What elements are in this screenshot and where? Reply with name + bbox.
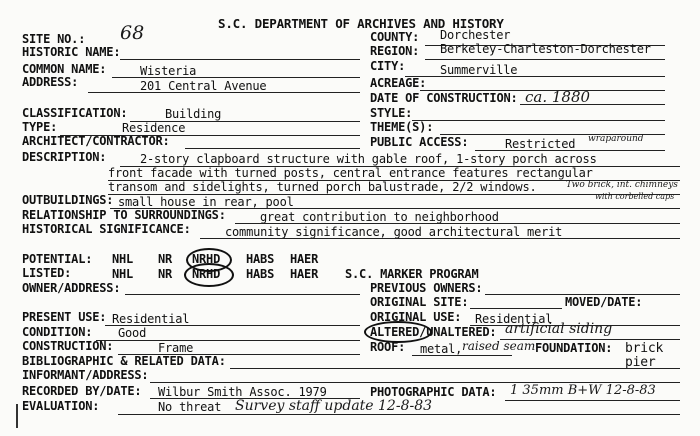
historic-name-label: HISTORIC NAME: bbox=[22, 45, 121, 59]
address-underline bbox=[88, 92, 360, 93]
foundation-value: brick bbox=[625, 341, 664, 356]
listed-label: LISTED: bbox=[22, 266, 72, 280]
original-use-label: ORIGINAL USE: bbox=[370, 310, 462, 324]
relationship-underline bbox=[235, 223, 680, 224]
region-label: REGION: bbox=[370, 44, 420, 58]
date-of-construction-label: DATE OF CONSTRUCTION: bbox=[370, 91, 518, 105]
listed-nrhd: NRHD bbox=[192, 267, 221, 281]
potential-haer: HAER bbox=[290, 252, 319, 266]
architect-underline bbox=[185, 148, 360, 149]
foundation-value-2: pier bbox=[625, 355, 656, 370]
roof-underline bbox=[412, 355, 512, 356]
historical-significance-underline bbox=[200, 238, 680, 239]
potential-nhl: NHL bbox=[112, 252, 134, 266]
original-site-underline bbox=[470, 308, 562, 309]
region-underline bbox=[425, 59, 665, 60]
public-access-underline bbox=[475, 150, 665, 151]
chimneys-note-2: with corbelled caps bbox=[595, 192, 675, 201]
style-label: STYLE: bbox=[370, 106, 413, 120]
present-use-value: Residential bbox=[112, 312, 190, 326]
potential-habs: HABS bbox=[246, 252, 275, 266]
marker-program-label: S.C. MARKER PROGRAM bbox=[345, 267, 479, 281]
common-name-value: Wisteria bbox=[140, 64, 197, 78]
public-access-value: Restricted bbox=[505, 137, 576, 151]
architect-label: ARCHITECT/CONTRACTOR: bbox=[22, 134, 170, 148]
owner-underline bbox=[125, 294, 360, 295]
recorded-by-value: Wilbur Smith Assoc. 1979 bbox=[158, 385, 327, 399]
listed-nhl: NHL bbox=[112, 267, 134, 281]
description-label: DESCRIPTION: bbox=[22, 150, 107, 164]
public-access-label: PUBLIC ACCESS: bbox=[370, 135, 469, 149]
date-of-construction-handwritten: ca. 1880 bbox=[525, 88, 591, 106]
common-name-label: COMMON NAME: bbox=[22, 62, 107, 76]
common-name-underline bbox=[112, 77, 360, 78]
bibliographic-label: BIBLIOGRAPHIC & RELATED DATA: bbox=[22, 354, 226, 368]
condition-underline bbox=[96, 340, 360, 341]
evaluation-label: EVALUATION: bbox=[22, 399, 100, 413]
relationship-label: RELATIONSHIP TO SURROUNDINGS: bbox=[22, 208, 226, 222]
bibliographic-underline bbox=[230, 368, 680, 369]
historic-name-underline bbox=[120, 59, 360, 60]
altered-handwritten: artificial siding bbox=[505, 321, 613, 337]
site-no-label: SITE NO.: bbox=[22, 32, 86, 46]
potential-nr: NR bbox=[158, 252, 173, 266]
condition-label: CONDITION: bbox=[22, 325, 93, 339]
construction-label: CONSTRUCTION: bbox=[22, 339, 114, 353]
city-label: CITY: bbox=[370, 59, 406, 73]
classification-label: CLASSIFICATION: bbox=[22, 106, 128, 120]
address-label: ADDRESS: bbox=[22, 75, 79, 89]
acreage-label: ACREAGE: bbox=[370, 76, 427, 90]
roof-value: metal, bbox=[420, 342, 463, 356]
altered-unaltered-label: ALTERED/UNALTERED: bbox=[370, 325, 497, 339]
evaluation-underline bbox=[118, 414, 680, 415]
photographic-handwritten: 1 35mm B+W 12-8-83 bbox=[510, 383, 656, 398]
outbuildings-label: OUTBUILDINGS: bbox=[22, 193, 114, 207]
previous-owners-label: PREVIOUS OWNERS: bbox=[370, 281, 483, 295]
date-underline bbox=[520, 104, 665, 105]
description-line-1: 2-story clapboard structure with gable roof, 1-story porch across bbox=[140, 152, 597, 166]
classification-value: Building bbox=[165, 107, 222, 121]
listed-habs: HABS bbox=[246, 267, 275, 281]
form-title: S.C. DEPARTMENT OF ARCHIVES AND HISTORY bbox=[218, 16, 504, 31]
original-site-label: ORIGINAL SITE: bbox=[370, 295, 469, 309]
style-underline bbox=[412, 120, 665, 121]
roof-handwritten: raised seam bbox=[462, 339, 536, 353]
potential-nrhd: NRHD bbox=[192, 252, 221, 266]
county-value: Dorchester bbox=[440, 28, 511, 42]
relationship-value: great contribution to neighborhood bbox=[260, 210, 499, 224]
county-label: COUNTY: bbox=[370, 30, 420, 44]
photographic-underline bbox=[505, 400, 680, 401]
present-use-label: PRESENT USE: bbox=[22, 310, 107, 324]
city-underline bbox=[405, 76, 665, 77]
construction-value: Frame bbox=[158, 341, 194, 355]
themes-label: THEME(S): bbox=[370, 120, 434, 134]
original-use-value: Residential bbox=[475, 312, 553, 326]
outbuildings-value: small house in rear, pool bbox=[118, 195, 294, 209]
informant-label: INFORMANT/ADDRESS: bbox=[22, 368, 149, 382]
roof-label: ROOF: bbox=[370, 340, 406, 354]
potential-label: POTENTIAL: bbox=[22, 252, 93, 266]
condition-value: Good bbox=[118, 326, 147, 340]
photographic-data-label: PHOTOGRAPHIC DATA: bbox=[370, 385, 497, 399]
chimneys-note: Two brick, int. chimneys bbox=[566, 180, 678, 190]
historical-significance-value: community significance, good architectural merit bbox=[225, 225, 563, 239]
type-label: TYPE: bbox=[22, 120, 58, 134]
listed-haer: HAER bbox=[290, 267, 319, 281]
listed-nr: NR bbox=[158, 267, 173, 281]
description-line-2: front facade with turned posts, central entrance features rectangular bbox=[108, 166, 593, 180]
moved-date-label: MOVED/DATE: bbox=[565, 295, 643, 309]
region-value: Berkeley-Charleston-Dorchester bbox=[440, 42, 651, 56]
evaluation-handwritten: Survey staff update 12-8-83 bbox=[235, 398, 433, 414]
listed-nrhd-circle bbox=[184, 263, 234, 287]
historical-significance-label: HISTORICAL SIGNIFICANCE: bbox=[22, 222, 191, 236]
owner-address-label: OWNER/ADDRESS: bbox=[22, 281, 121, 295]
address-value: 201 Central Avenue bbox=[140, 79, 267, 93]
wraparound-note: wraparound bbox=[588, 134, 644, 144]
type-value: Residence bbox=[122, 121, 186, 135]
description-line-3: transom and sidelights, turned porch balustrade, 2/2 windows. bbox=[108, 180, 537, 194]
recorded-by-label: RECORDED BY/DATE: bbox=[22, 384, 142, 398]
city-value: Summerville bbox=[440, 63, 518, 77]
scan-edge-mark bbox=[16, 404, 18, 428]
evaluation-value: No threat bbox=[158, 400, 222, 414]
foundation-label: FOUNDATION: bbox=[535, 341, 613, 355]
site-no-handwritten: 68 bbox=[120, 22, 145, 44]
